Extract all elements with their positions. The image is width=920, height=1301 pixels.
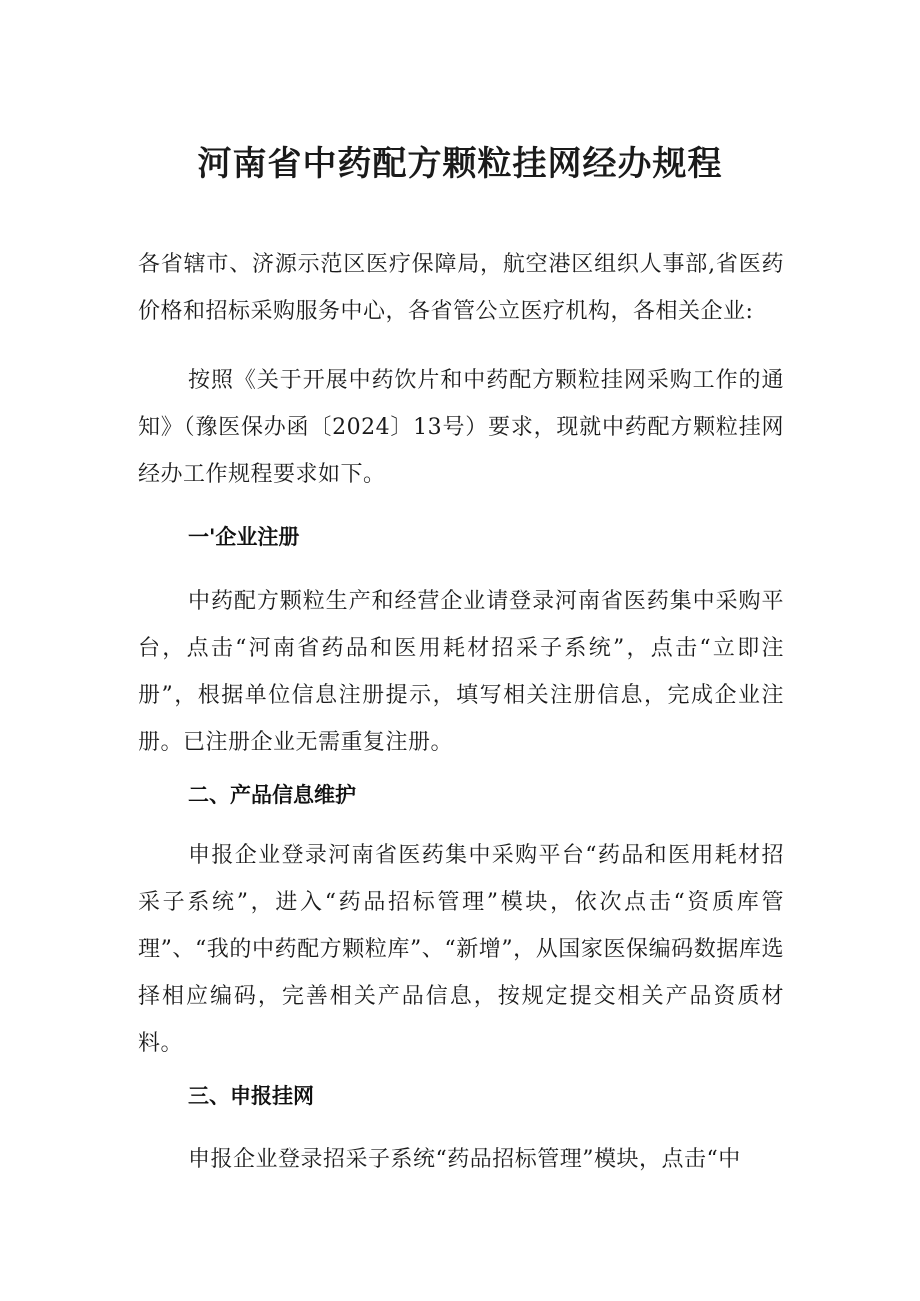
section-heading-listing: 三、申报挂网 <box>188 1084 314 1108</box>
section-body-registration: 中药配方颗粒生产和经营企业请登录河南省医药集中采购平台，点击“河南省药品和医用耗材招采子系统”，点击“立即注册”，根据单位信息注册提示，填写相关注册信息，完成企业注册。已注册企业无需重复注册。 <box>138 589 784 755</box>
section-body-product-info: 申报企业登录河南省医药集中采购平台“药品和医用耗材招采子系统”，进入“药品招标管理”模块，依次点击“资质库管理”、“我的中药配方颗粒库”、“新增”，从国家医保编码数据库选择相应编码，完善相关产品信息，按规定提交相关产品资质材料。 <box>138 843 784 1056</box>
document-title: 河南省中药配方颗粒挂网经办规程 <box>197 143 723 184</box>
section-body-listing: 申报企业登录招采子系统“药品招标管理”模块，点击“中 <box>188 1147 741 1172</box>
intro-paragraph: 按照《关于开展中药饮片和中药配方颗粒挂网采购工作的通知》（豫医保办函〔2024〕13号）要求，现就中药配方颗粒挂网经办工作规程要求如下。 <box>138 368 784 487</box>
section-heading-registration: 一'企业注册 <box>188 525 300 549</box>
salutation-paragraph: 各省辖市、济源示范区医疗保障局，航空港区组织人事部,省医药价格和招标采购服务中心，各省管公立医疗机构，各相关企业: <box>138 252 784 324</box>
section-heading-product-info: 二、产品信息维护 <box>188 783 356 807</box>
